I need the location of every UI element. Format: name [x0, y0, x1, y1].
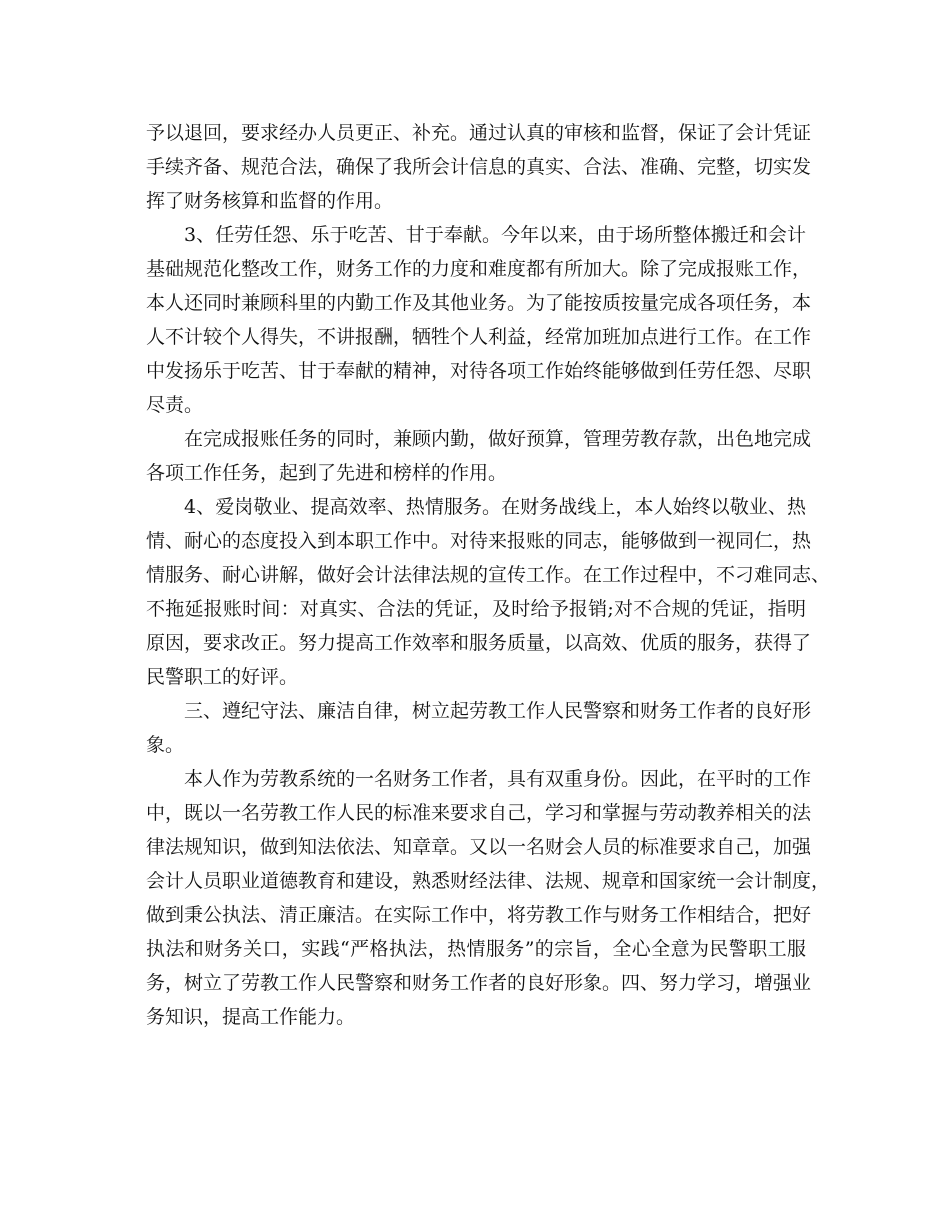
text-line: 4、爱岗敬业、提高效率、热情服务。在财务战线上，本人始终以敬业、热	[184, 496, 806, 518]
text-line: 执法和财务关口，实践“严格执法，热情服务”的宗旨，全心全意为民警职工服	[146, 938, 806, 960]
text-line: 3、任劳任怨、乐于吃苦、甘于奉献。今年以来，由于场所整体搬迁和会计	[184, 224, 806, 246]
text-line: 律法规知识，做到知法依法、知章章。又以一名财会人员的标准要求自己，加强	[146, 836, 812, 858]
text-line: 挥了财务核算和监督的作用。	[146, 190, 394, 212]
text-line: 民警职工的好评。	[146, 666, 299, 688]
text-line: 中发扬乐于吃苦、甘于奉献的精神，对待各项工作始终能够做到任劳任怨、尽职	[146, 360, 812, 382]
text-line: 手续齐备、规范合法，确保了我所会计信息的真实、合法、准确、完整，切实发	[146, 156, 812, 178]
text-line: 象。	[146, 734, 185, 756]
text-line: 三、遵纪守法、廉洁自律，树立起劳教工作人民警察和财务工作者的良好形	[184, 700, 812, 722]
text-line: 本人作为劳教系统的一名财务工作者，具有双重身份。因此，在平时的工作	[184, 768, 812, 790]
text-line: 情服务、耐心讲解，做好会计法律法规的宣传工作。在工作过程中，不刁难同志、	[146, 564, 831, 586]
text-line: 不拖延报账时间：对真实、合法的凭证，及时给予报销;对不合规的凭证，指明	[146, 598, 806, 620]
text-line: 人不计较个人得失，不讲报酬，牺牲个人利益，经常加班加点进行工作。在工作	[146, 326, 812, 348]
text-line: 务知识，提高工作能力。	[146, 1006, 356, 1028]
text-line: 在完成报账任务的同时，兼顾内勤，做好预算，管理劳教存款，出色地完成	[184, 428, 812, 450]
body-text	[146, 116, 831, 1034]
text-line: 予以退回，要求经办人员更正、补充。通过认真的审核和监督，保证了会计凭证	[146, 122, 812, 144]
text-line: 中，既以一名劳教工作人民的标准来要求自己，学习和掌握与劳动教养相关的法	[146, 802, 812, 824]
text-line: 尽责。	[146, 394, 204, 416]
text-line: 会计人员职业道德教育和建设，熟悉财经法律、法规、规章和国家统一会计制度，	[146, 870, 831, 892]
text-line: 做到秉公执法、清正廉洁。在实际工作中，将劳教工作与财务工作相结合，把好	[146, 904, 812, 926]
text-line: 基础规范化整改工作，财务工作的力度和难度都有所加大。除了完成报账工作，	[146, 258, 812, 280]
text-line: 原因，要求改正。努力提高工作效率和服务质量，以高效、优质的服务，获得了	[146, 632, 812, 654]
text-line: 各项工作任务，起到了先进和榜样的作用。	[146, 462, 508, 484]
text-line: 本人还同时兼顾科里的内勤工作及其他业务。为了能按质按量完成各项任务，本	[146, 292, 812, 314]
text-line: 情、耐心的态度投入到本职工作中。对待来报账的同志，能够做到一视同仁，热	[146, 530, 812, 552]
text-line: 务，树立了劳教工作人民警察和财务工作者的良好形象。四、努力学习，增强业	[146, 972, 812, 994]
